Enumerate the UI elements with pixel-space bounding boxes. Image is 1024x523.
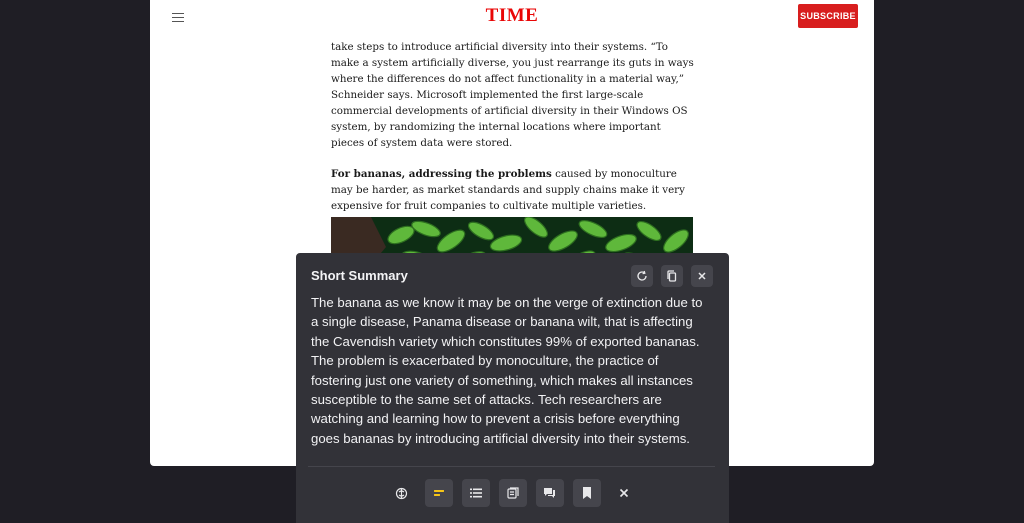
summary-panel <box>296 253 729 523</box>
panel-title: Short Summary <box>311 268 408 283</box>
short-summary-icon[interactable] <box>425 479 453 507</box>
book-icon[interactable] <box>499 479 527 507</box>
brain-icon[interactable] <box>388 479 416 507</box>
refresh-icon[interactable] <box>631 265 653 287</box>
article-body <box>331 39 696 229</box>
divider <box>308 466 715 467</box>
close-icon[interactable] <box>691 265 713 287</box>
article-paragraph: take steps to introduce artificial diversity into their systems. “To make a system artificially diverse, you just rearrange its guts in ways where the differences do not affect functionality in a material way,” Schneider says. Microsoft implemented the first large-scale commercial developments of artificial diversity in their Windows OS system, by randomizing the internal locations where important pieces of system data were stored. <box>331 41 694 149</box>
copy-icon[interactable] <box>661 265 683 287</box>
subscribe-button[interactable]: SUBSCRIBE <box>798 4 858 28</box>
paragraph-lead: For bananas, addressing the problems <box>331 168 552 180</box>
summary-toolbar <box>296 479 729 507</box>
list-icon[interactable] <box>462 479 490 507</box>
site-logo[interactable]: TIME <box>485 5 539 26</box>
bookmark-icon[interactable] <box>573 479 601 507</box>
article-paragraph <box>331 166 696 214</box>
chat-icon[interactable] <box>536 479 564 507</box>
close-icon[interactable] <box>610 479 638 507</box>
paragraph-text: caused by monoculture may be harder, as market standards and supply chains make it very expensive for fruit companies to cultivate multiple varieties. <box>331 168 685 212</box>
summary-text: The banana as we know it may be on the verge of extinction due to a single disease, Panama disease or banana wilt, that is affecting the Cavendish variety which constitutes 99% of exported bananas. The problem is exacerbated by monoculture, the practice of fostering just one variety of something, which makes all instances susceptible to the same set of attacks. Tech researchers are watching and learning how to prevent a crisis before everything goes bananas by introducing artificial diversity into their systems. <box>311 295 703 446</box>
